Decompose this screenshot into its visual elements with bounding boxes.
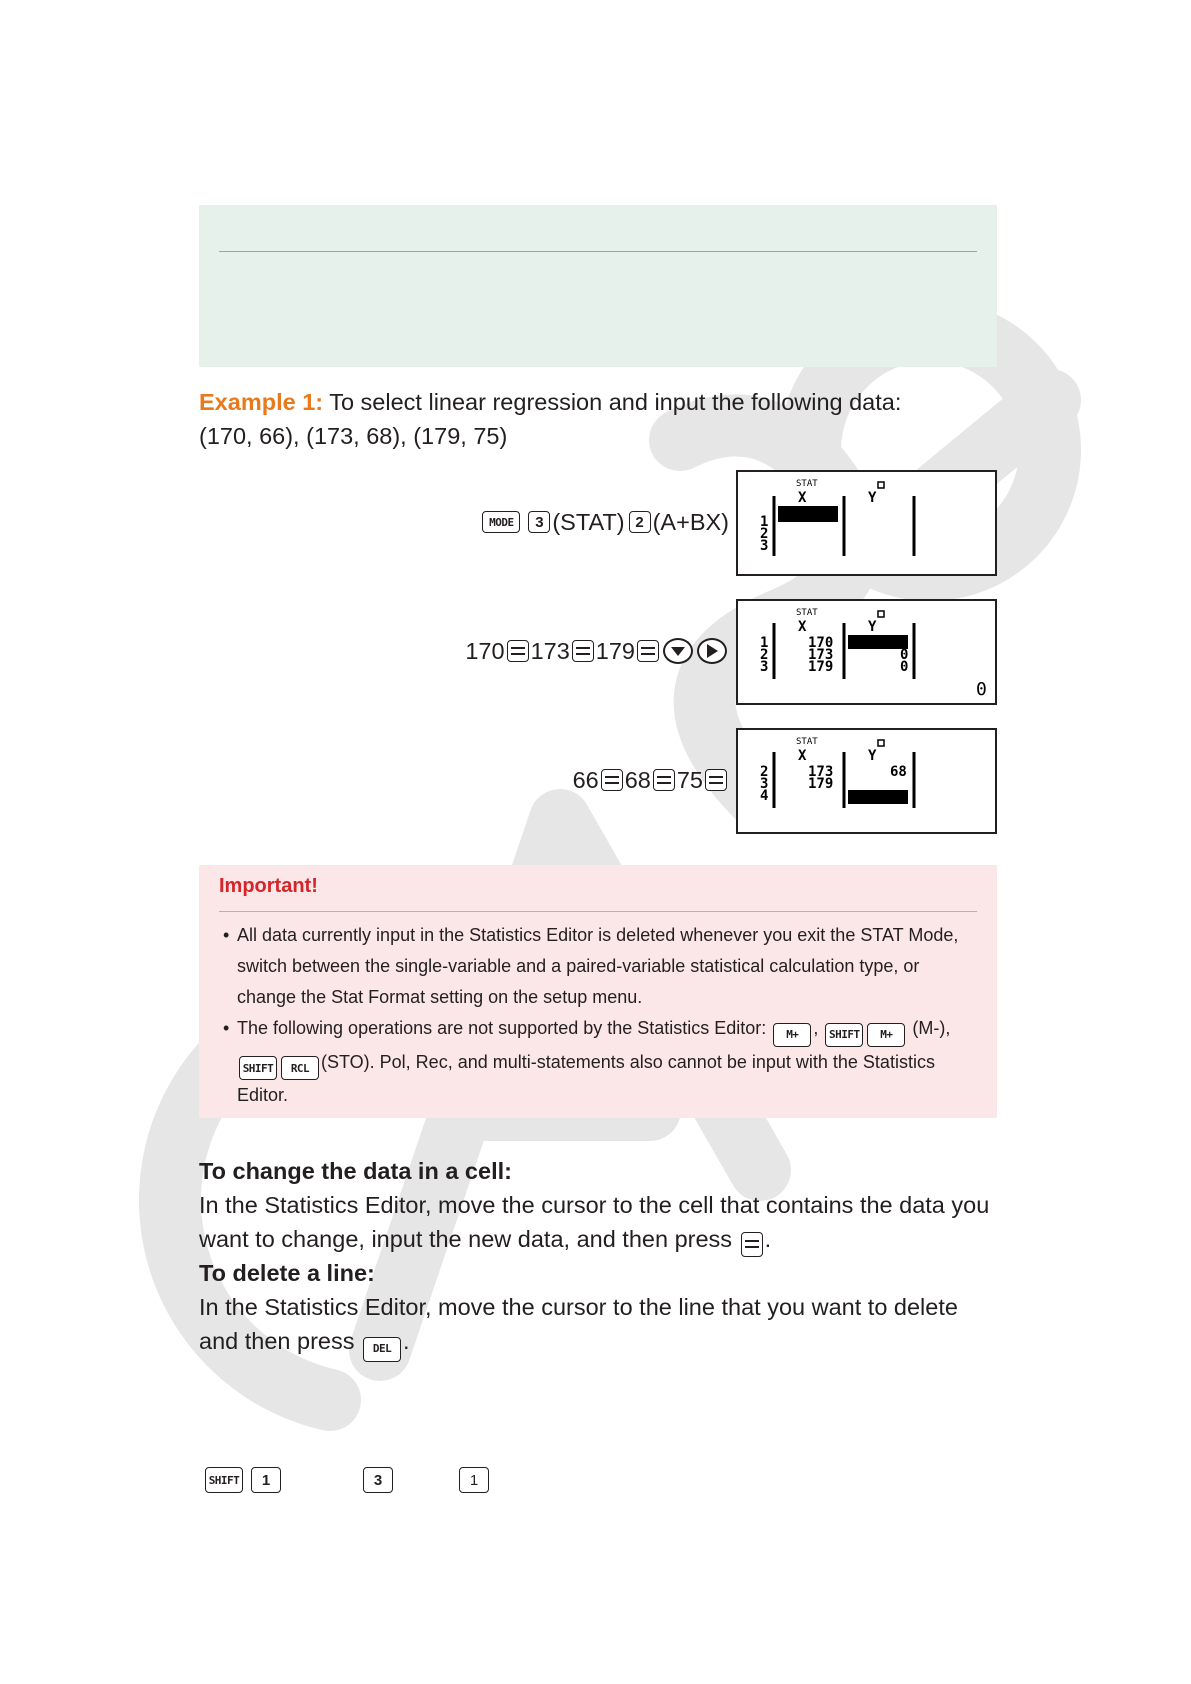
equals-key[interactable] [507, 640, 529, 662]
lcd-row-2: 2 [760, 764, 769, 780]
lcd-screen-2 [736, 599, 997, 705]
delete-line-section [199, 1256, 999, 1362]
lcd-x-2: 173 [808, 764, 834, 780]
equals-key[interactable] [637, 640, 659, 662]
important-item-1: • All data currently input in the Statistics Editor is deleted whenever you exit the STAT Mode, switch between the single-variable and a paired-variable statistical calculation type, or change the Stat Format setting on the setup menu. [219, 920, 967, 1013]
m-minus-label: (M-), [912, 1018, 951, 1038]
divider [219, 911, 977, 912]
key-2[interactable]: 2 [629, 511, 651, 533]
key-3[interactable]: 3 [528, 511, 550, 533]
lcd-col-y: Y [868, 748, 877, 764]
lcd-row-1: 1 [760, 635, 769, 651]
lcd-row-1: 1 [760, 514, 769, 530]
step-1-keys [480, 505, 729, 539]
value-179: 179 [595, 637, 635, 664]
lcd-screen-1 [736, 470, 997, 576]
lcd-result: 0 [976, 679, 987, 700]
lcd-x-3: 179 [808, 776, 834, 792]
delete-line-text [199, 1290, 999, 1362]
lcd-row-4: 4 [760, 788, 769, 804]
important-item-2 [219, 1013, 967, 1111]
lcd-row-2: 2 [760, 647, 769, 663]
lcd-col-x: X [798, 490, 807, 506]
bottom-key-sequence [203, 1467, 503, 1497]
important-box [199, 865, 997, 1118]
key-1[interactable]: 1 [459, 1467, 489, 1493]
lcd-stat-indicator: STAT [796, 608, 818, 618]
delete-line-title: To delete a line: [199, 1260, 375, 1286]
down-arrow-icon [669, 644, 687, 658]
lcd-cursor [848, 635, 908, 649]
header-note-box [199, 205, 997, 367]
value-66: 66 [572, 766, 599, 793]
lcd-y-2: 68 [890, 764, 907, 780]
change-cell-text [199, 1188, 999, 1257]
mode-key[interactable]: MODE [482, 511, 520, 533]
important-title: Important! [219, 875, 318, 897]
lcd-cursor [848, 790, 908, 804]
divider [219, 251, 977, 252]
abx-label: (A+BX) [652, 508, 729, 535]
lcd-row-3: 3 [760, 776, 769, 792]
important-item-2-text: The following operations are not supported by the Statistics Editor: [237, 1018, 767, 1038]
equals-key[interactable] [705, 769, 727, 791]
cursor-right-key[interactable] [697, 638, 727, 664]
lcd-x-3: 179 [808, 659, 834, 675]
important-item-2-tail: (STO). Pol, Rec, and multi-statements also cannot be input with the Statistics Editor. [237, 1051, 935, 1105]
equals-key[interactable] [572, 640, 594, 662]
value-68: 68 [624, 766, 651, 793]
lcd-y-2: 0 [900, 647, 909, 663]
lcd-y-3: 0 [900, 659, 909, 675]
important-list [219, 920, 967, 1111]
lcd-y-3: 75 [890, 776, 907, 792]
lcd-x-2: 173 [808, 647, 834, 663]
equals-key[interactable] [741, 1232, 763, 1257]
delete-line-body: In the Statistics Editor, move the cursor to the line that you want to delete and then press [199, 1294, 958, 1354]
lcd-x-1: 170 [808, 635, 834, 651]
example-label: Example 1: [199, 389, 324, 415]
shift-key[interactable]: SHIFT [239, 1056, 277, 1080]
example-data: (170, 66), (173, 68), (179, 75) [199, 423, 508, 449]
lcd-cursor [778, 506, 838, 522]
period: . [403, 1328, 410, 1354]
m-plus-key[interactable]: M+ [773, 1023, 811, 1047]
value-75: 75 [676, 766, 703, 793]
lcd-row-3: 3 [760, 659, 769, 675]
right-arrow-icon [703, 643, 721, 659]
del-key[interactable]: DEL [363, 1337, 401, 1362]
lcd-fix-indicator [878, 482, 884, 488]
cursor-down-key[interactable] [663, 638, 693, 664]
step-2-keys [465, 634, 729, 668]
change-cell-section [199, 1154, 999, 1257]
shift-key[interactable]: SHIFT [205, 1467, 243, 1493]
rcl-key[interactable]: RCL [281, 1056, 319, 1080]
stat-label: (STAT) [552, 508, 625, 535]
shift-key[interactable]: SHIFT [825, 1023, 863, 1047]
lcd-col-y: Y [868, 619, 877, 635]
period: . [764, 1226, 772, 1252]
lcd-stat-indicator: STAT [796, 737, 818, 747]
lcd-col-x: X [798, 619, 807, 635]
lcd-col-x: X [798, 748, 807, 764]
lcd-stat-indicator: STAT [796, 479, 818, 489]
value-173: 173 [530, 637, 570, 664]
value-170: 170 [465, 637, 505, 664]
lcd-col-y: Y [868, 490, 877, 506]
lcd-screen-3 [736, 728, 997, 834]
step-3-keys [573, 763, 729, 797]
equals-key[interactable] [653, 769, 675, 791]
change-cell-title: To change the data in a cell: [199, 1158, 512, 1184]
example-text: To select linear regression and input the following data: [329, 389, 902, 415]
lcd-row-2: 2 [760, 526, 769, 542]
key-3[interactable]: 3 [363, 1467, 393, 1493]
key-1[interactable]: 1 [251, 1467, 281, 1493]
m-plus-key[interactable]: M+ [867, 1023, 905, 1047]
lcd-row-3: 3 [760, 538, 769, 554]
comma: , [813, 1018, 819, 1038]
equals-key[interactable] [601, 769, 623, 791]
change-cell-body: In the Statistics Editor, move the cursor to the cell that contains the data you want to change, input the new data, and then press [199, 1192, 990, 1252]
example-heading [199, 385, 901, 453]
